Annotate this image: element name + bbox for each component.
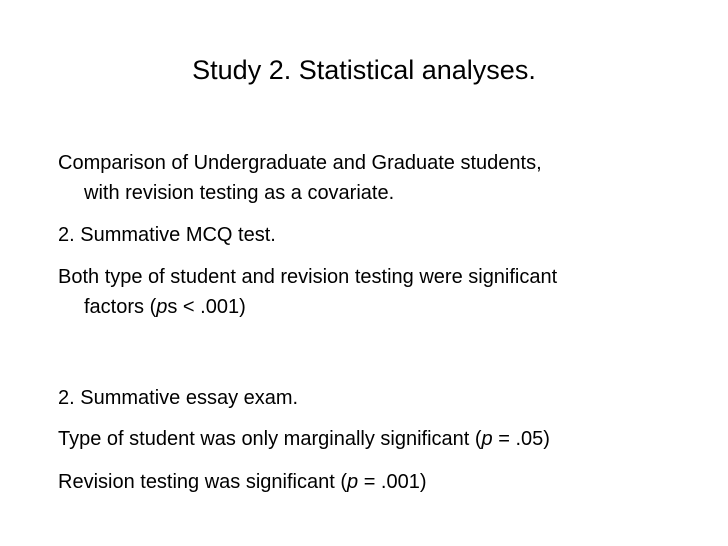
essay-result-2-pre: Revision testing was significant (: [58, 471, 348, 493]
essay-heading: 2. Summative essay exam.: [58, 387, 299, 409]
slide-title: Study 2. Statistical analyses.: [192, 55, 536, 85]
mcq-result-line-2-pre: factors (: [84, 296, 157, 318]
essay-result-1-pre: Type of student was only marginally significant (: [58, 428, 482, 450]
mcq-result-line-1: Both type of student and revision testing were significant: [58, 266, 558, 288]
comparison-line-1: Comparison of Undergraduate and Graduate students,: [58, 152, 542, 174]
p-symbol: p: [156, 296, 168, 318]
comparison-paragraph: [58, 148, 718, 208]
essay-result-2-post: = .001): [358, 471, 427, 493]
essay-result-1: [58, 424, 718, 454]
mcq-result-line-2-post: s < .001): [167, 296, 246, 318]
mcq-result-line-2: [58, 292, 718, 322]
essay-result-1-post: = .05): [492, 428, 550, 450]
p-symbol: p: [347, 471, 359, 493]
mcq-result-paragraph: [58, 262, 718, 322]
mcq-heading: 2. Summative MCQ test.: [58, 224, 276, 246]
p-symbol: p: [481, 428, 493, 450]
essay-result-2: [58, 467, 718, 497]
comparison-line-2: with revision testing as a covariate.: [84, 182, 395, 204]
